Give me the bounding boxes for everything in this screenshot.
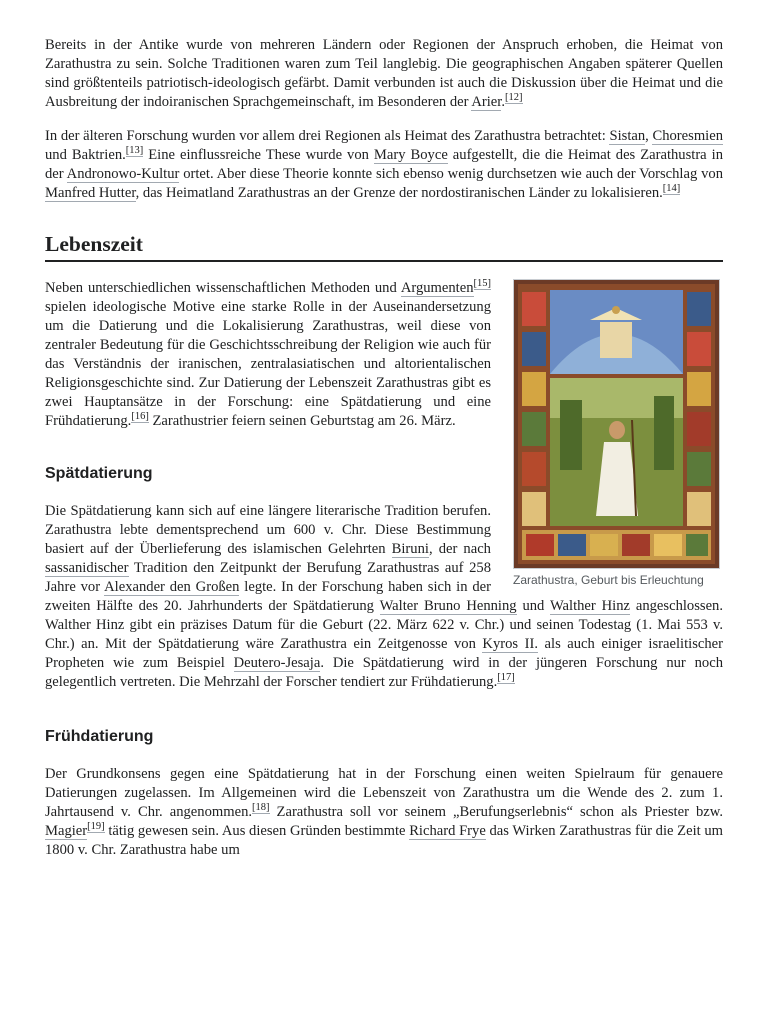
text-run: Tradition den Zeitpunkt der Berufung Zarathustras auf 258 Jahre vor xyxy=(45,560,491,595)
text-run: aufgestellt, die die Heimat des Zarathustra in der xyxy=(45,147,723,182)
ref-13[interactable]: [13] xyxy=(125,145,144,157)
text-run: , das Heimatland Zarathustras an der Grenze der nordostiranischen Länder zu lokalisieren. xyxy=(135,185,663,201)
ref-17[interactable]: [17] xyxy=(497,672,515,684)
text-run: legte. In der Forschung haben sich in der zweiten Hälfte des 20. Jahrhunderts der Spätdatierung xyxy=(45,579,491,614)
link-arier[interactable]: Arier xyxy=(471,94,502,110)
text-run: Neben unterschiedlichen wissenschaftlichen Methoden und xyxy=(45,280,401,296)
subheading-fruehdatierung: Frühdatierung xyxy=(45,728,154,745)
text-run: und xyxy=(516,598,550,614)
link-manfred-hutter[interactable]: Manfred Hutter xyxy=(45,185,136,201)
link-deutero-jesaja[interactable]: Deutero-Jesaja xyxy=(233,655,321,671)
text-run: das Wirken Zarathustras für die Zeit um 1800 v. Chr. Zarathustra habe um xyxy=(45,823,723,858)
subheading-spaetdatierung: Spätdatierung xyxy=(45,465,153,482)
text-run: angeschlossen. Walther Hinz gibt ein präzises Datum für die Geburt (22. März 622 v. Chr.) und seinen Todestag (1. Mai 553 v. Chr.) an. Mit der Spätdatierung wäre Zarathustra ein Zeitgenosse von xyxy=(45,598,723,652)
text-run: Zarathustrier feiern seinen Geburtstag am 26. März. xyxy=(148,413,456,429)
ref-18[interactable]: [18] xyxy=(252,802,270,814)
link-argumenten[interactable]: Argumenten xyxy=(400,280,474,296)
link-andronowo-kultur[interactable]: Andronowo-Kultur xyxy=(66,166,180,182)
painting-image-icon[interactable] xyxy=(513,279,720,569)
text-run: Bereits in der Antike wurde von mehreren Ländern oder Regionen der Anspruch erhoben, die Heimat von Zarathustra zu sein. Solche Traditionen waren zum Teil langlebig. Die geographischen Angaben späterer Quellen sind größtenteils patriotisch-ideologisch gefärbt. Damit verbunden ist auch die Diskussion über die Heimat und die Ausbreitung der indoiranischen Sprachgemeinschaft, im Besonderen der xyxy=(45,37,723,110)
link-choresmien[interactable]: Choresmien xyxy=(652,128,724,144)
text-run: spielen ideologische Motive eine starke Rolle in der Auseinandersetzung um die Datierung und die Lokalisierung Zarathustras, weil diese von zentraler Bedeutung für die Geschichtsschreibung der Religion wie auch für das Verständnis der iranischen, zentralasiatischen und altorientalischen Religionsgeschichte sind. Zur Datierung der Lebenszeit Zarathustras gibt es zwei Hauptansätze in der Forschung: eine Spätdatierung und eine Frühdatierung. xyxy=(45,299,491,429)
intro-paragraph-2 xyxy=(45,127,723,203)
ref-19[interactable]: [19] xyxy=(87,821,105,833)
article-content xyxy=(45,36,723,860)
ref-15[interactable]: [15] xyxy=(473,278,491,290)
link-walther-hinz[interactable]: Walther Hinz xyxy=(549,598,630,614)
text-run: , der nach xyxy=(428,541,491,557)
figure-caption: Zarathustra, Geburt bis Erleuchtung xyxy=(513,573,704,587)
text-run: und Baktrien. xyxy=(45,147,126,163)
link-walter-bruno-henning[interactable]: Walter Bruno Henning xyxy=(379,598,517,614)
section-heading-lebenszeit: Lebenszeit xyxy=(45,231,723,262)
text-run: Zarathustra soll vor seinem „Berufungserlebnis“ schon als Priester bzw. xyxy=(269,804,723,820)
text-run: als auch einiger israelitischer Propheten wie zum Beispiel xyxy=(45,636,723,671)
ref-14[interactable]: [14] xyxy=(662,183,681,195)
link-mary-boyce[interactable]: Mary Boyce xyxy=(373,147,448,163)
link-sistan[interactable]: Sistan xyxy=(609,128,646,144)
text-run: , xyxy=(645,128,653,144)
ref-16[interactable]: [16] xyxy=(131,411,149,423)
link-kyros-ii[interactable]: Kyros II. xyxy=(482,636,538,652)
fruehdatierung-paragraph xyxy=(45,765,723,860)
text-run: ortet. Aber diese Theorie konnte sich ebenso wenig durchsetzen wie auch der Vorschlag von xyxy=(179,166,723,182)
text-run: Der Grundkonsens gegen eine Spätdatierung hat in der Forschung einen weiten Spielraum für genauere Datierungen zugelassen. Im Allgemeinen wird die Lebenszeit von Zarathustra um die Wende des 2. zum 1. Jahrtausend v. Chr. angenommen. xyxy=(45,766,723,820)
link-magier[interactable]: Magier xyxy=(45,823,88,839)
link-alexander-den-grossen[interactable]: Alexander den Großen xyxy=(104,579,240,595)
text-run: . xyxy=(501,94,505,110)
figure-zarathustra xyxy=(513,279,723,588)
text-run: In der älteren Forschung wurden vor allem drei Regionen als Heimat des Zarathustra betrachtet: xyxy=(45,128,610,144)
intro-paragraph-1 xyxy=(45,36,723,112)
text-run: . Die Spätdatierung wird in der jüngeren Forschung nur noch gelegentlich vertreten. Die Mehrzahl der Forscher tendiert zur Frühdatierung. xyxy=(45,655,723,690)
link-richard-frye[interactable]: Richard Frye xyxy=(409,823,486,839)
text-run: Die Spätdatierung kann sich auf eine längere literarische Tradition berufen. Zarathustra lebte dementsprechend um 600 v. Chr. Diese Bestimmung basiert auf der Überlieferung des islamischen Gelehrten xyxy=(45,503,491,557)
link-biruni[interactable]: Biruni xyxy=(391,541,429,557)
text-run: Eine einflussreiche These wurde von xyxy=(143,147,374,163)
text-run: tätig gewesen sein. Aus diesen Gründen bestimmte xyxy=(104,823,410,839)
ref-12[interactable]: [12] xyxy=(505,92,523,104)
link-sassanidisch[interactable]: sassanidischer xyxy=(45,560,129,576)
